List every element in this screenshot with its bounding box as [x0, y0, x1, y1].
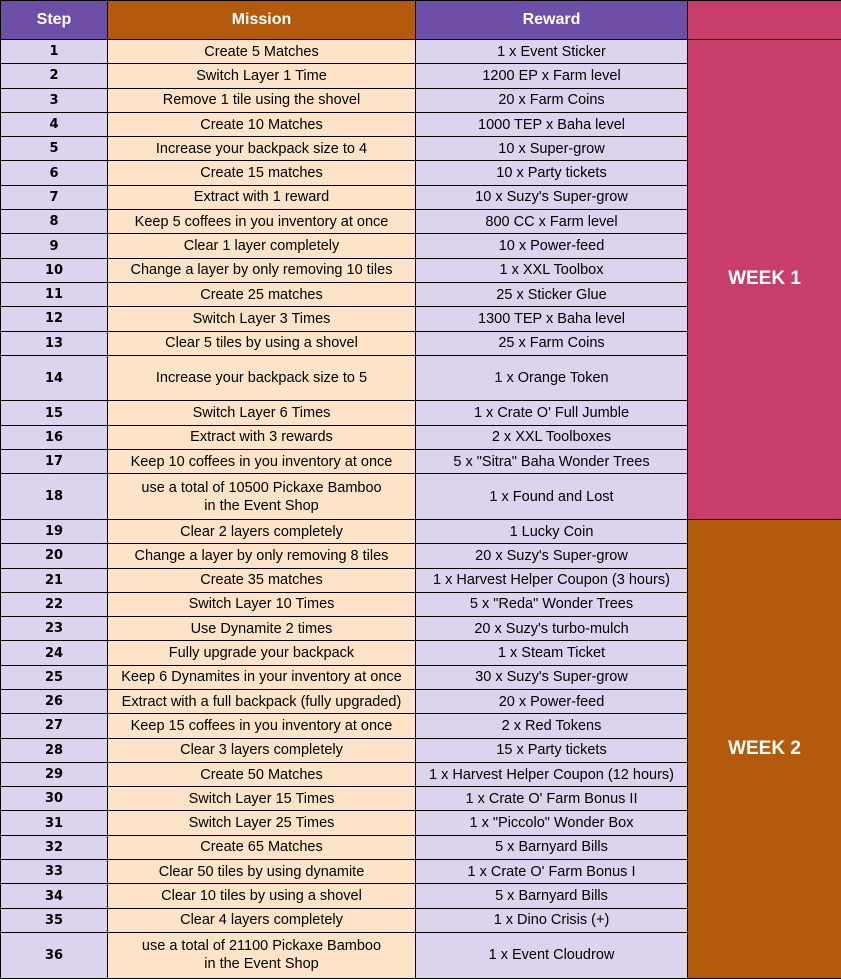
mission-cell: [108, 161, 416, 185]
reward-cell: 5 x "Reda" Wonder Trees: [416, 592, 688, 616]
mission-cell: [108, 88, 416, 112]
mission-text-line: Create 10 Matches: [200, 116, 323, 133]
reward-cell: 25 x Sticker Glue: [416, 282, 688, 306]
mission-text-line: Create 15 matches: [200, 165, 323, 182]
mission-cell: [108, 568, 416, 592]
step-cell: 7: [1, 185, 108, 209]
reward-cell: 10 x Party tickets: [416, 161, 688, 185]
step-cell: 21: [1, 568, 108, 592]
mission-cell: [108, 331, 416, 355]
reward-cell: 2 x Red Tokens: [416, 714, 688, 738]
step-cell: 32: [1, 835, 108, 859]
step-cell: 20: [1, 544, 108, 568]
mission-cell: [108, 641, 416, 665]
mission-text-line: Create 35 matches: [200, 572, 323, 589]
step-cell: 17: [1, 450, 108, 474]
mission-text-line: Create 5 Matches: [204, 43, 319, 60]
reward-column-header: Reward: [416, 1, 688, 40]
mission-cell: [108, 282, 416, 306]
mission-cell: [108, 689, 416, 713]
mission-text-line: Change a layer by only removing 10 tiles: [130, 262, 393, 279]
mission-text-line: use a total of 10500 Pickaxe Bamboo: [141, 479, 382, 496]
reward-cell: 1 x Found and Lost: [416, 474, 688, 520]
reward-cell: 1 Lucky Coin: [416, 519, 688, 543]
step-cell: 36: [1, 932, 108, 978]
reward-cell: 1 x XXL Toolbox: [416, 258, 688, 282]
mission-cell: [108, 835, 416, 859]
mission-text-line: Keep 15 coffees in you inventory at once: [130, 717, 393, 734]
mission-cell: [108, 519, 416, 543]
mission-text-line: Switch Layer 10 Times: [188, 596, 335, 613]
mission-text-line: Clear 3 layers completely: [180, 742, 343, 759]
mission-cell: [108, 307, 416, 331]
reward-cell: 1200 EP x Farm level: [416, 64, 688, 88]
mission-text-line: Keep 6 Dynamites in your inventory at once: [121, 669, 402, 686]
step-cell: 10: [1, 258, 108, 282]
mission-cell: [108, 355, 416, 401]
step-cell: 25: [1, 665, 108, 689]
reward-cell: 10 x Super-grow: [416, 137, 688, 161]
mission-text-line: Extract with a full backpack (fully upgraded): [121, 693, 402, 710]
mission-cell: [108, 185, 416, 209]
step-cell: 13: [1, 331, 108, 355]
reward-cell: 800 CC x Farm level: [416, 210, 688, 234]
reward-cell: 1 x Harvest Helper Coupon (3 hours): [416, 568, 688, 592]
reward-cell: 1 x "Piccolo" Wonder Box: [416, 811, 688, 835]
step-cell: 29: [1, 762, 108, 786]
mission-text-line: Remove 1 tile using the shovel: [162, 92, 361, 109]
step-cell: 28: [1, 738, 108, 762]
step-cell: 19: [1, 519, 108, 543]
mission-cell: [108, 665, 416, 689]
reward-cell: 1000 TEP x Baha level: [416, 112, 688, 136]
reward-cell: 1300 TEP x Baha level: [416, 307, 688, 331]
reward-cell: 5 x Barnyard Bills: [416, 884, 688, 908]
mission-cell: [108, 908, 416, 932]
step-cell: 2: [1, 64, 108, 88]
mission-text-line: Extract with 1 reward: [193, 189, 330, 206]
mission-cell: [108, 40, 416, 64]
week-2-label: WEEK 2: [688, 519, 841, 978]
reward-cell: 1 x Event Cloudrow: [416, 932, 688, 978]
mission-text-line: Fully upgrade your backpack: [168, 645, 355, 662]
reward-cell: 5 x Barnyard Bills: [416, 835, 688, 859]
reward-cell: 1 x Harvest Helper Coupon (12 hours): [416, 762, 688, 786]
step-cell: 34: [1, 884, 108, 908]
table-row: [1, 40, 841, 64]
reward-cell: 30 x Suzy's Super-grow: [416, 665, 688, 689]
step-cell: 30: [1, 787, 108, 811]
mission-cell: [108, 738, 416, 762]
mission-cell: [108, 258, 416, 282]
step-cell: 33: [1, 860, 108, 884]
step-cell: 31: [1, 811, 108, 835]
mission-column-header: Mission: [108, 1, 416, 40]
mission-text-line: Switch Layer 25 Times: [188, 815, 335, 832]
reward-cell: 1 x Crate O' Farm Bonus II: [416, 787, 688, 811]
reward-cell: 25 x Farm Coins: [416, 331, 688, 355]
step-cell: 6: [1, 161, 108, 185]
mission-cell: [108, 234, 416, 258]
reward-cell: 15 x Party tickets: [416, 738, 688, 762]
mission-text-line: Extract with 3 rewards: [190, 429, 333, 446]
step-cell: 35: [1, 908, 108, 932]
mission-text-line: in the Event Shop: [204, 956, 319, 973]
reward-cell: 5 x "Sitra" Baha Wonder Trees: [416, 450, 688, 474]
week-1-label: WEEK 1: [688, 40, 841, 520]
mission-text-line: Use Dynamite 2 times: [190, 620, 333, 637]
header-row: [1, 1, 841, 40]
mission-cell: [108, 137, 416, 161]
table-body: [1, 40, 841, 979]
mission-text-line: Clear 4 layers completely: [180, 912, 343, 929]
reward-cell: 20 x Power-feed: [416, 689, 688, 713]
mission-cell: [108, 64, 416, 88]
mission-text-line: in the Event Shop: [204, 497, 319, 514]
mission-text-line: Create 25 matches: [200, 286, 323, 303]
step-cell: 24: [1, 641, 108, 665]
mission-cell: [108, 787, 416, 811]
mission-cell: [108, 112, 416, 136]
mission-cell: [108, 474, 416, 520]
step-cell: 11: [1, 282, 108, 306]
mission-text-line: Keep 10 coffees in you inventory at once: [130, 453, 393, 470]
step-cell: 27: [1, 714, 108, 738]
mission-text-line: Clear 10 tiles by using a shovel: [161, 888, 362, 904]
mission-text-line: Increase your backpack size to 5: [155, 370, 368, 387]
mission-text-line: Clear 50 tiles by using dynamite: [158, 863, 365, 880]
reward-cell: 1 x Crate O' Full Jumble: [416, 401, 688, 425]
step-cell: 15: [1, 401, 108, 425]
mission-cell: [108, 401, 416, 425]
mission-text-line: Switch Layer 3 Times: [192, 310, 331, 327]
step-cell: 4: [1, 112, 108, 136]
mission-cell: [108, 762, 416, 786]
mission-cell: [108, 884, 416, 908]
step-cell: 14: [1, 355, 108, 401]
step-cell: 1: [1, 40, 108, 64]
mission-cell: [108, 932, 416, 978]
mission-text-line: use a total of 21100 Pickaxe Bamboo: [141, 938, 382, 955]
step-cell: 8: [1, 210, 108, 234]
reward-cell: 1 x Event Sticker: [416, 40, 688, 64]
reward-cell: 1 x Crate O' Farm Bonus I: [416, 860, 688, 884]
step-cell: 9: [1, 234, 108, 258]
step-cell: 3: [1, 88, 108, 112]
reward-cell: 20 x Suzy's turbo-mulch: [416, 617, 688, 641]
mission-cell: [108, 544, 416, 568]
mission-text-line: Create 65 Matches: [200, 839, 323, 856]
mission-cell: [108, 617, 416, 641]
mission-cell: [108, 425, 416, 449]
mission-text-line: Clear 2 layers completely: [180, 523, 343, 540]
mission-cell: [108, 592, 416, 616]
mission-cell: [108, 811, 416, 835]
mission-cell: [108, 860, 416, 884]
mission-text-line: Switch Layer 1 Time: [196, 67, 327, 84]
mission-text-line: Switch Layer 15 Times: [188, 790, 335, 807]
reward-cell: 1 x Dino Crisis (+): [416, 908, 688, 932]
mission-text-line: Increase your backpack size to 4: [155, 140, 368, 157]
step-cell: 22: [1, 592, 108, 616]
mission-text-line: Change a layer by only removing 8 tiles: [134, 547, 389, 564]
step-cell: 18: [1, 474, 108, 520]
mission-cell: [108, 714, 416, 738]
step-column-header: Step: [1, 1, 108, 40]
reward-cell: 10 x Suzy's Super-grow: [416, 185, 688, 209]
mission-text-line: Switch Layer 6 Times: [192, 405, 331, 422]
reward-cell: 10 x Power-feed: [416, 234, 688, 258]
reward-cell: 1 x Orange Token: [416, 355, 688, 401]
reward-cell: 20 x Farm Coins: [416, 88, 688, 112]
mission-text-line: Create 50 Matches: [200, 766, 323, 783]
mission-text-line: Clear 1 layer completely: [183, 238, 340, 255]
week-column-header: [688, 1, 841, 40]
reward-cell: 2 x XXL Toolboxes: [416, 425, 688, 449]
step-cell: 5: [1, 137, 108, 161]
step-cell: 16: [1, 425, 108, 449]
mission-cell: [108, 450, 416, 474]
table-row: [1, 519, 841, 543]
mission-text-line: Clear 5 tiles by using a shovel: [165, 335, 358, 352]
mission-cell: [108, 210, 416, 234]
step-cell: 26: [1, 689, 108, 713]
step-cell: 12: [1, 307, 108, 331]
step-cell: 23: [1, 617, 108, 641]
reward-cell: 1 x Steam Ticket: [416, 641, 688, 665]
reward-cell: 20 x Suzy's Super-grow: [416, 544, 688, 568]
mission-text-line: Keep 5 coffees in you inventory at once: [134, 213, 389, 230]
